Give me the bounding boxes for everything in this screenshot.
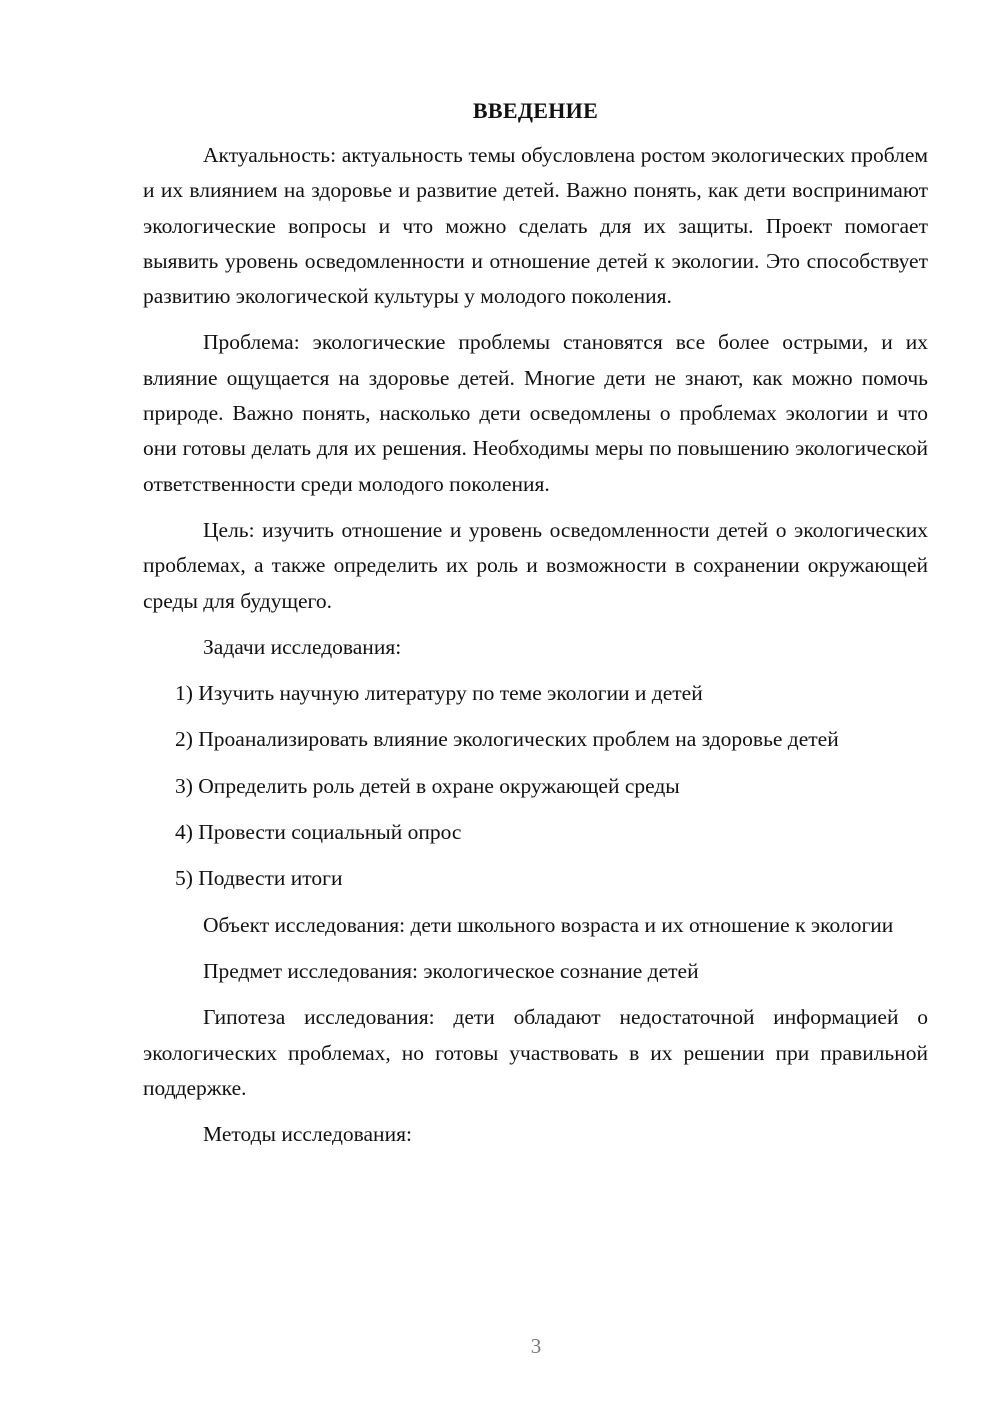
goal-paragraph: Цель: изучить отношение и уровень осведомленности детей о экологических проблемах, а также определить их роль и возможности в сохранении окружающей среды для будущего. — [143, 517, 928, 613]
object-paragraph: Объект исследования: дети школьного возраста и их отношение к экологии — [203, 912, 894, 937]
task-item: 2) Проанализировать влияние экологических проблем на здоровье детей — [175, 727, 839, 752]
task-item: 4) Провести социальный опрос — [175, 820, 462, 845]
task-item: 1) Изучить научную литературу по теме экологии и детей — [175, 681, 703, 706]
task-item: 5) Подвести итоги — [175, 866, 343, 891]
tasks-heading: Задачи исследования: — [203, 634, 402, 659]
methods-heading: Методы исследования: — [203, 1122, 412, 1147]
subject-paragraph: Предмет исследования: экологическое сознание детей — [203, 958, 699, 983]
hypothesis-paragraph: Гипотеза исследования: дети обладают недостаточной информацией о экологических проблемах, но готовы участвовать в их решении при правильной поддержке. — [143, 1005, 928, 1100]
page-content — [143, 95, 928, 1163]
problem-paragraph: Проблема: экологические проблемы становятся все более острыми, и их влияние ощущается на здоровье детей. Многие дети не знают, как можно помочь природе. Важно понять, насколько дети осведомлены о проблемах экологии и что они готовы делать для их решения. Необходимы меры по повышению экологической ответственности среди молодого поколения. — [143, 330, 928, 496]
relevance-paragraph: Актуальность: актуальность темы обусловлена ростом экологических проблем и их влиянием на здоровье и развитие детей. Важно понять, как дети воспринимают экологические вопросы и что можно сделать для их защиты. Проект помогает выявить уровень осведомленности и отношение детей к экологии. Это способствует развитию экологической культуры у молодого поколения. — [143, 143, 928, 309]
section-title: ВВЕДЕНИЕ — [472, 98, 599, 123]
task-item: 3) Определить роль детей в охране окружающей среды — [175, 773, 680, 798]
page-number: 3 — [530, 1334, 542, 1358]
